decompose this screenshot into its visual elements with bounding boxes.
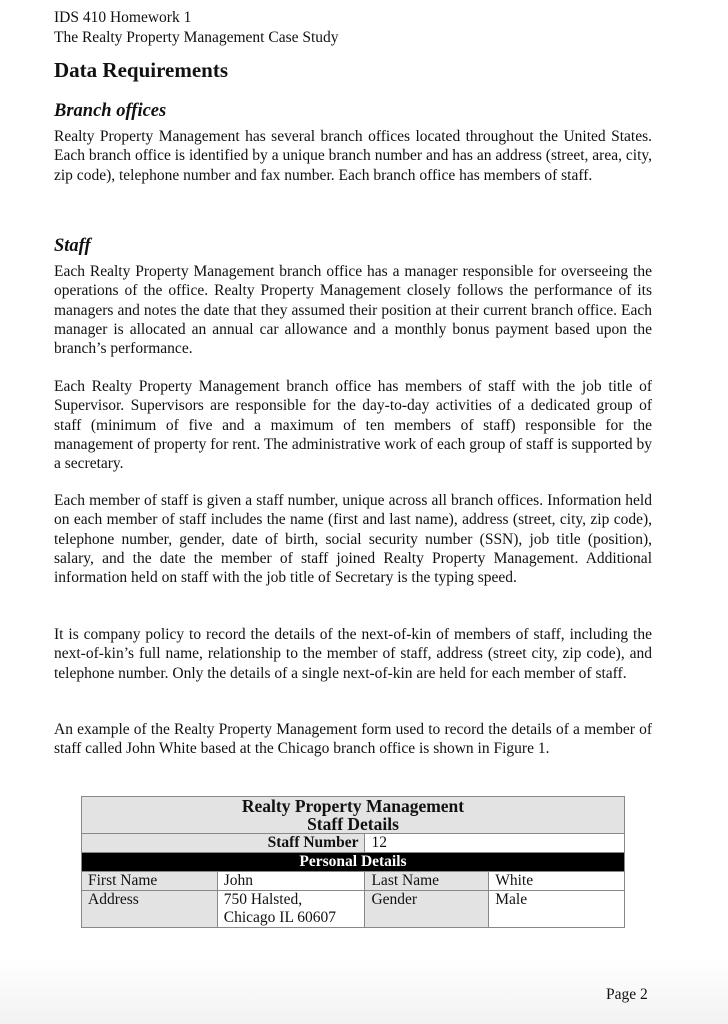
form-company-name: Realty Property Management [241,796,465,816]
address-label: Address [82,891,218,928]
paragraph-staff-supervisors: Each Realty Property Management branch office has members of staff with the job title of Supervisor. Supervisors are responsible for the day-to-day activities of a dedicated group of staff (minimum of five and a maximum of ten members of staff) responsible for the management of property for rent. The administrative work of each group of staff is supported by a secretary. [54,378,652,473]
paragraph-staff-managers: Each Realty Property Management branch office has a manager responsible for overseeing the operations of the office. Realty Property Management closely follows the performance of its managers and notes the date that they assumed their position at their current branch office. Each manager is allocated an annual car allowance and a monthly bonus payment based upon the branch’s performance. [54,263,652,358]
first-name-value: John [217,872,365,891]
case-study-header: The Realty Property Management Case Study [54,29,339,46]
staff-details-form [81,796,625,928]
section-heading-branch-offices: Branch offices [54,101,167,121]
staff-number-label: Staff Number [82,834,365,853]
address-value [217,891,365,928]
paragraph-figure-reference: An example of the Realty Property Management form used to record the details of a member of staff called John White based at the Chicago branch office is shown in Figure 1. [54,721,652,758]
paragraph-staff-information: Each member of staff is given a staff number, unique across all branch offices. Information held on each member of staff includes the name (first and last name), address (street, city, zip code), telephone number, gender, date of birth, social security number (SSN), job title (position), salary, and the date the member of staff joined Realty Property Management. Additional information held on staff with the job title of Secretary is the typing speed. [54,492,652,587]
staff-number-value: 12 [365,834,625,853]
course-header: IDS 410 Homework 1 [54,9,192,26]
address-line-1: 750 Halsted, [223,891,303,908]
first-name-label: First Name [82,872,218,891]
gender-value: Male [489,891,625,928]
form-subtitle: Staff Details [307,814,399,834]
section-heading-staff: Staff [54,236,91,256]
form-title [82,797,625,834]
last-name-label: Last Name [365,872,489,891]
page-number: Page 2 [606,986,648,1003]
paragraph-branch-offices: Realty Property Management has several branch offices located throughout the United States. Each branch office is identified by a unique branch number and has an address (street, area, city, zip code), telephone number and fax number. Each branch office has members of staff. [54,128,652,184]
page-title: Data Requirements [54,58,229,82]
address-line-2: Chicago IL 60607 [223,909,336,926]
paragraph-next-of-kin: It is company policy to record the details of the next-of-kin of members of staff, including the next-of-kin’s full name, relationship to the member of staff, address (street city, zip code), and telephone number. Only the details of a single next-of-kin are held for each member of staff. [54,626,652,682]
personal-details-band: Personal Details [82,853,625,872]
gender-label: Gender [365,891,489,928]
last-name-value: White [489,872,625,891]
